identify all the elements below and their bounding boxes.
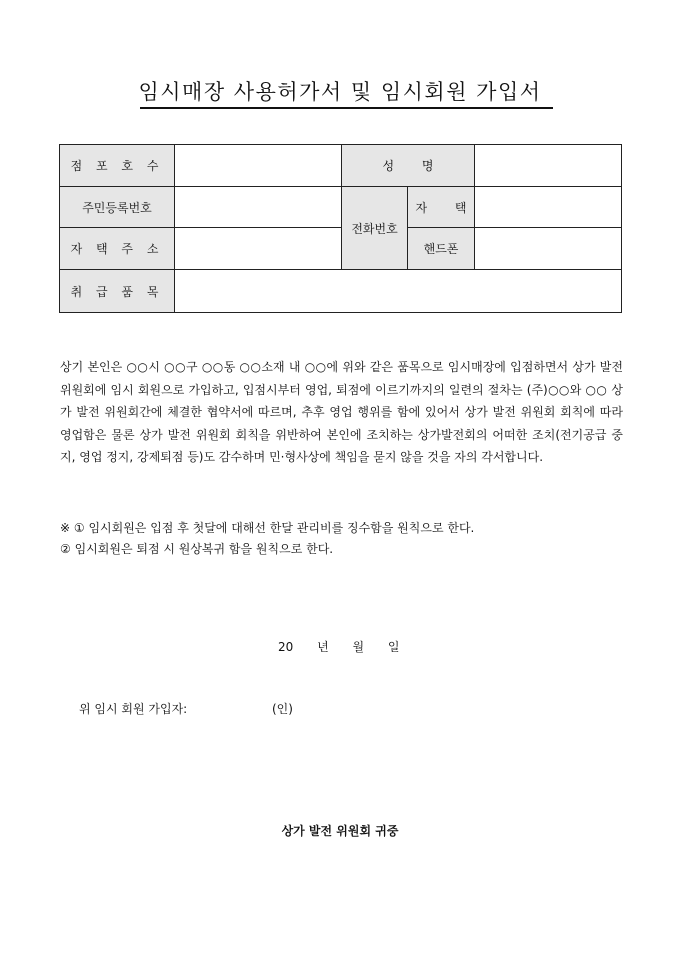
store-number-label: 점 포 호 수 xyxy=(60,145,175,187)
items-field[interactable] xyxy=(175,270,622,313)
date-line: 20 년 월 일 xyxy=(278,640,400,654)
title-underline xyxy=(140,107,553,109)
resident-number-label: 주민등록번호 xyxy=(60,187,175,228)
items-label: 취 급 품 목 xyxy=(60,270,175,313)
resident-number-field[interactable] xyxy=(175,187,342,228)
home-phone-field[interactable] xyxy=(475,187,622,228)
pledge-paragraph: 상기 본인은 ○○시 ○○구 ○○동 ○○소재 내 ○○에 위와 같은 품목으로 임시매장에 입점하면서 상가 발전 위원회에 임시 회원으로 가입하고, 입점시부터 영업, 퇴점에 이르기까지의 일련의 절차는 (주)○○와 ○○ 상가 발전 위원회간에 체결한 협약서에 따르며, 추후 영업 행위를 함에 있어서 상가 발전 위원회 회칙에 따라 영업함은 물론 상가 발전 위원회 회칙을 위반하여 본인에 조치하는 상가발전회의 어떠한 조치(전기공급 중지, 영업 정지, 강제퇴점 등)도 감수하며 민·형사상에 책임을 묻지 않을 것을 자의 각서합니다. xyxy=(60,360,623,464)
home-phone-label: 자 택 xyxy=(408,187,475,228)
document-title: 임시매장 사용허가서 및 임시회원 가입서 xyxy=(138,80,542,104)
seal-mark: (인) xyxy=(272,702,293,716)
signer-label: 위 임시 회원 가입자: xyxy=(79,702,188,716)
store-number-field[interactable] xyxy=(175,145,342,187)
mobile-phone-field[interactable] xyxy=(475,228,622,270)
phone-label: 전화번호 xyxy=(342,187,408,270)
recipient: 상가 발전 위원회 귀중 xyxy=(281,824,399,838)
note-second: ② 임시회원은 퇴점 시 원상복귀 함을 원칙으로 한다. xyxy=(60,542,334,556)
home-address-field[interactable] xyxy=(175,228,342,270)
mobile-phone-label: 핸드폰 xyxy=(408,228,475,270)
application-form-table xyxy=(59,144,622,313)
note-first: ※ ① 임시회원은 입점 후 첫달에 대해선 한달 관리비를 징수함을 원칙으로 한다. xyxy=(60,521,475,535)
name-label: 성 명 xyxy=(342,145,475,187)
name-field[interactable] xyxy=(475,145,622,187)
home-address-label: 자 택 주 소 xyxy=(60,228,175,270)
